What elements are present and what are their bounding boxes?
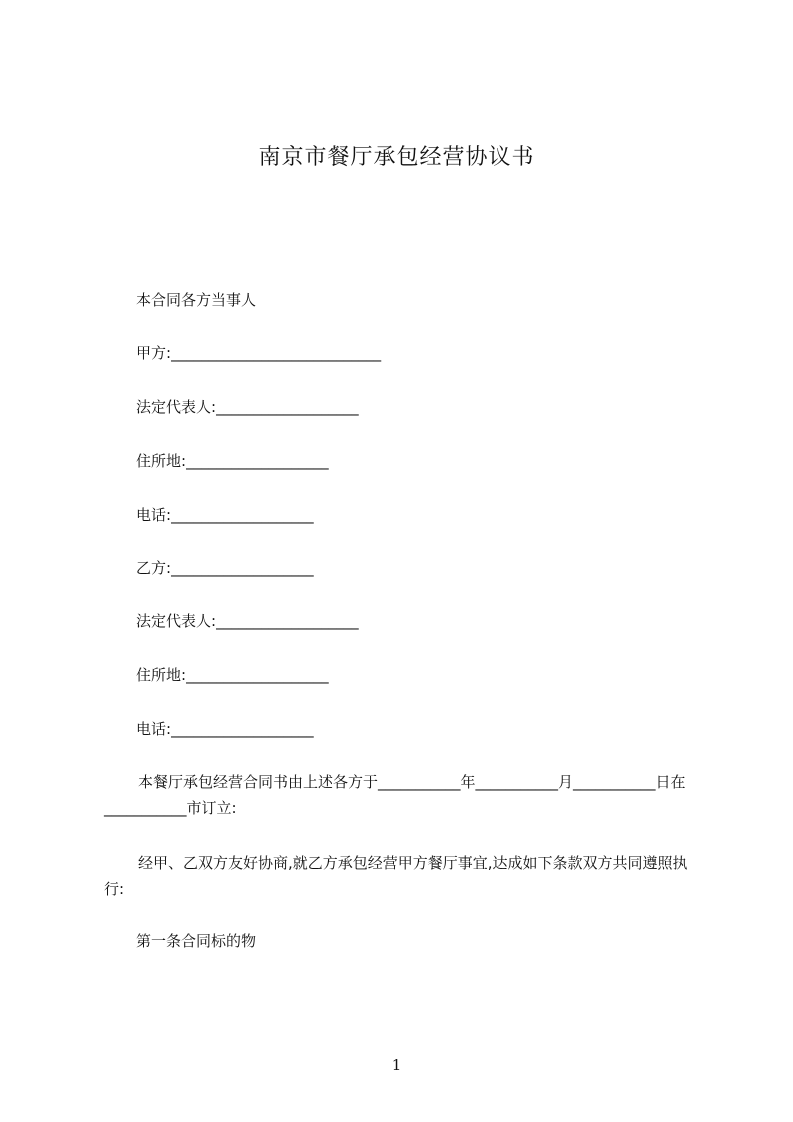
party-a-addr-line — [136, 452, 329, 470]
party-b-rep-label: 法定代表人: — [136, 612, 217, 630]
article-1-heading: 第一条合同标的物 — [136, 932, 257, 950]
page-number: 1 — [391, 1056, 402, 1074]
party-a-line — [136, 344, 381, 362]
party-b-addr-line — [136, 666, 329, 684]
party-b-rep-blank: ___________________ — [216, 612, 359, 630]
party-b-addr-label: 住所地: — [136, 666, 187, 684]
party-b-rep-line — [136, 612, 359, 630]
party-a-blank: ____________________________ — [171, 344, 382, 362]
party-b-phone-blank: ___________________ — [171, 720, 314, 738]
party-a-rep-label: 法定代表人: — [136, 398, 217, 416]
party-a-rep-blank: ___________________ — [216, 398, 359, 416]
party-a-phone-blank: ___________________ — [171, 506, 314, 524]
document-title: 南京市餐厅承包经营协议书 — [258, 145, 535, 170]
party-b-phone-label: 电话: — [136, 720, 172, 738]
intro-line: 本合同各方当事人 — [136, 291, 257, 309]
signing-paragraph: 本餐厅承包经营合同书由上述各方于___________年___________月___________日在___________市订立: — [104, 773, 686, 817]
party-a-phone-label: 电话: — [136, 506, 172, 524]
party-a-phone-line — [136, 506, 314, 524]
party-b-addr-blank: ___________________ — [186, 666, 329, 684]
party-a-label: 甲方: — [136, 344, 172, 362]
party-b-label: 乙方: — [136, 559, 172, 577]
party-b-line — [136, 559, 314, 577]
party-b-phone-line — [136, 720, 314, 738]
party-a-rep-line — [136, 398, 359, 416]
party-a-addr-label: 住所地: — [136, 452, 187, 470]
party-a-addr-blank: ___________________ — [186, 452, 329, 470]
party-b-blank: ___________________ — [171, 559, 314, 577]
consult-paragraph: 经甲、乙双方友好协商,就乙方承包经营甲方餐厅事宜,达成如下条款双方共同遵照执行: — [104, 854, 688, 898]
